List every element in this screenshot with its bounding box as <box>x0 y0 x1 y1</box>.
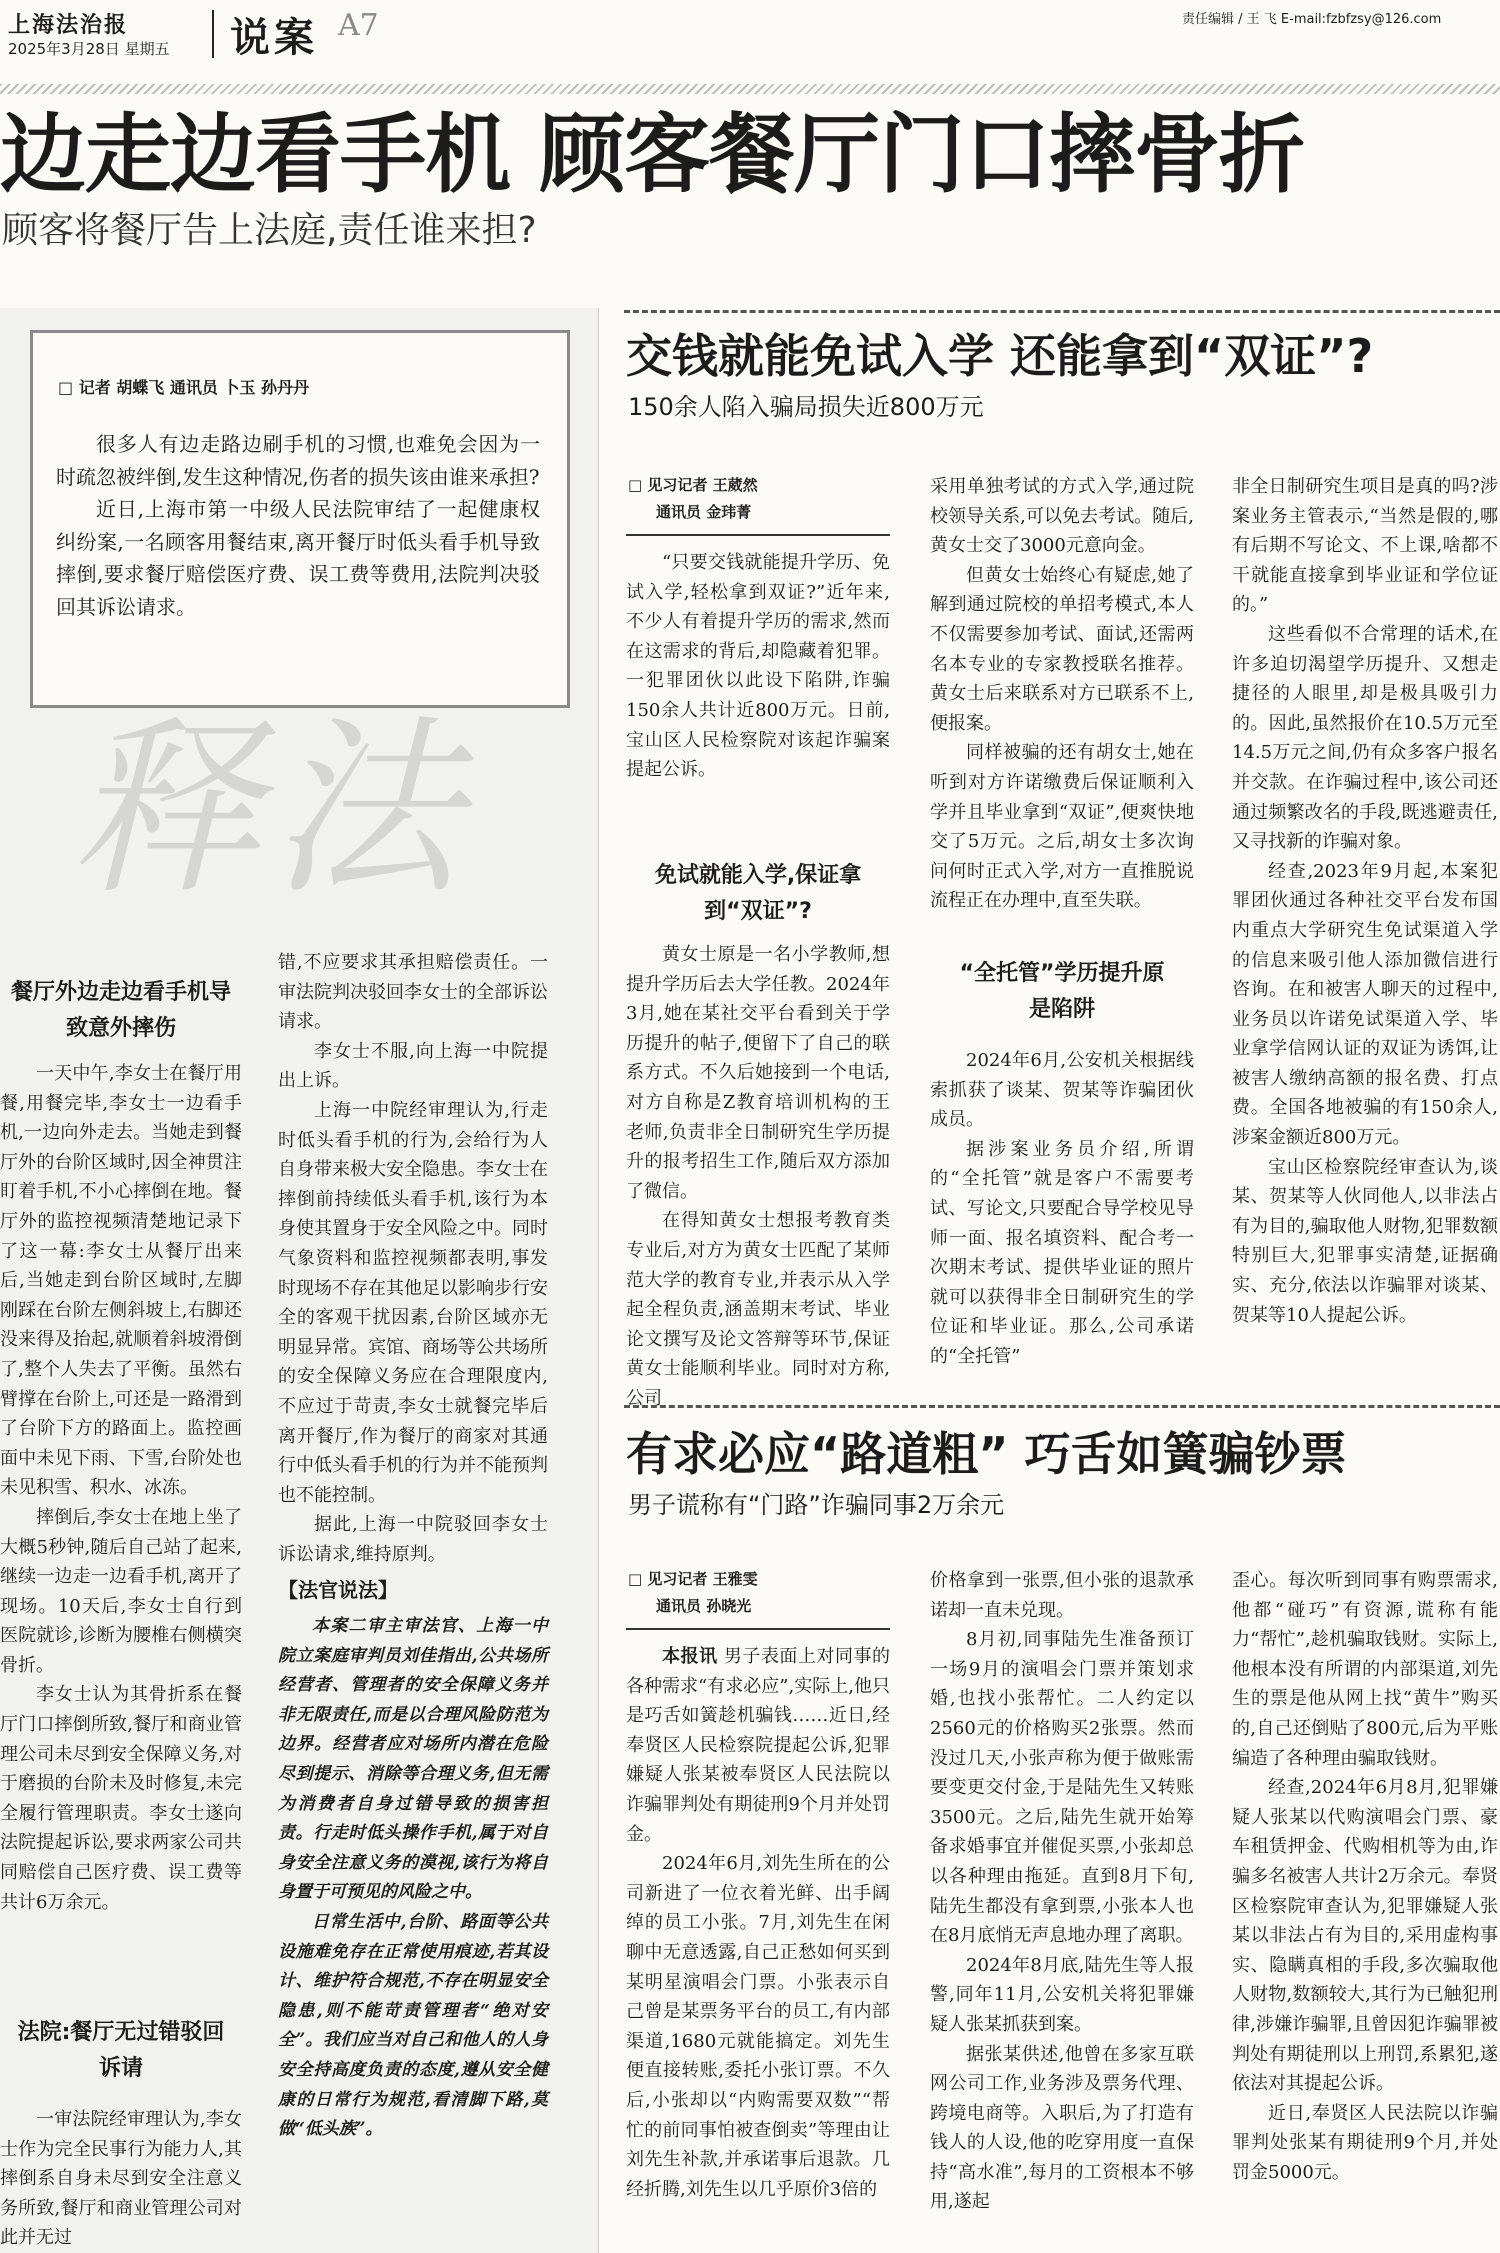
byline-reporter: □ 见习记者 王雅雯 <box>628 1570 758 1588</box>
masthead-divider <box>212 10 214 58</box>
judge-comment-label: 【法官说法】 <box>278 1578 398 1602</box>
story3-subheadline: 男子谎称有“门路”诈骗同事2万余元 <box>628 1491 1005 1519</box>
lead-subhead: 法院:餐厅无过错驳回诉请 <box>17 2020 225 2081</box>
masthead-rule <box>0 84 1500 94</box>
story3-byline <box>626 1566 890 1630</box>
shifa-watermark: 释法 <box>70 699 471 920</box>
article-paragraph: 日常生活中,台阶、路面等公共设施难免存在正常使用痕迹,若其设计、维护符合规范,不存在明显安全隐患,则不能苛责管理者“绝对安全”。我们应当对自己和他人的人身安全持高度负责的态度,遵从安全健康的日常行为规范,看清脚下路,莫做“低头族”。 <box>278 1911 548 2140</box>
article-paragraph: 上海一中院经审理认为,行走时低头看手机的行为,会给行为人自身带来极大安全隐患。李女士在摔倒前持续低头看手机,该行为本身使其置身于安全风险之中。同时气象资料和监控视频都表明,事发时现场不存在其他足以影响步行安全的客观干扰因素,台阶区域亦无明显异常。宾馆、商场等公共场所的安全保障义务应在合理限度内,不应过于苛责,李女士就餐完毕后离开餐厅,作为餐厅的商家对其通行中低头看手机的行为并不能预判也不能控制。 <box>278 1099 548 1506</box>
byline-correspondent: 通讯员 孙晓光 <box>656 1597 752 1615</box>
lead-column-1 <box>0 975 242 2249</box>
article-paragraph: 摔倒后,李女士在地上坐了大概5秒钟,随后自己站了起来,继续一边走一边看手机,离开了现场。10天后,李女士自行到医院就诊,诊断为腰椎右侧横突骨折。 <box>0 1506 242 1676</box>
story3-column-c <box>1232 1566 1498 2246</box>
story3-colA-text <box>626 1642 890 2242</box>
lead-tag: 本报讯 <box>662 1646 718 1667</box>
issue-date: 2025年3月28日 星期五 <box>8 40 170 58</box>
article-paragraph: 采用单独考试的方式入学,通过院校领导关系,可以免去考试。随后,黄女士交了3000元意向金。 <box>930 476 1194 557</box>
article-paragraph: 歪心。每次听到同事有购票需求,他都“碰巧”有资源,谎称有能力“帮忙”,趁机骗取钱财。实际上,他根本没有所谓的内部渠道,刘先生的票是他从网上找“黄牛”购买的,自己还倒贴了800元,后为平账编造了各种理由骗取钱财。 <box>1232 1570 1498 1769</box>
article-paragraph: 2024年8月底,陆先生等人报警,同年11月,公安机关将犯罪嫌疑人张某抓获到案。 <box>930 1954 1194 2035</box>
lead-subhead: 餐厅外边走边看手机导致意外摔伤 <box>10 980 231 1041</box>
article-paragraph: 宝山区检察院经审查认为,谈某、贺某等人伙同他人,以非法占有为目的,骗取他人财物,犯罪数额特别巨大,犯罪事实清楚,证据确实、充分,依法以诈骗罪对谈某、贺某等10人提起公诉。 <box>1232 1156 1498 1326</box>
lead-col1-text-2 <box>0 2105 242 2249</box>
editor-line: 责任编辑 / 王 飞 E-mail:fzbfzsy@126.com <box>1182 12 1442 27</box>
lead-byline: □ 记者 胡蝶飞 通讯员 卜玉 孙丹丹 <box>58 378 309 397</box>
article-paragraph: 在得知黄女士想报考教育类专业后,对方为黄女士匹配了某师范大学的教育专业,并表示从入学起全程负责,涵盖期末考试、毕业论文撰写及论文答辩等环节,保证黄女士能顺利毕业。同时对方称,公司 <box>626 1210 890 1409</box>
article-paragraph: 一天中午,李女士在餐厅用餐,用餐完毕,李女士一边看手机,一边向外走去。当她走到餐厅外的台阶区域时,因全神贯注盯着手机,不小心摔倒在地。餐厅外的监控视频清楚地记录下了这一幕:李女士从餐厅出来后,当她走到台阶区域时,左脚刚踩在台阶左侧斜坡上,右脚还没来得及抬起,就顺着斜坡滑倒了,整个人失去了平衡。虽然右臂撑在台阶上,可还是一路滑到了台阶下方的路面上。监控画面中未见下雨、下雪,台阶处也未见积雪、积水、冰冻。 <box>0 1063 242 1499</box>
article-paragraph: 黄女士原是一名小学教师,想提升学历后去大学任教。2024年3月,她在某社交平台看到关于学历提升的帖子,便留下了自己的联系方式。不久后她接到一个电话,对方自称是Z教育培训机构的王老师,负责非全日制研究生学历提升的报考招生工作,随后双方添加了微信。 <box>626 944 890 1202</box>
story2-column-c <box>1232 472 1498 1378</box>
paragraph-text: 男子表面上对同事的各种需求“有求必应”,实际上,他只是巧舌如簧趁机骗钱……近日,经奉贤区人民检察院提起公诉,犯罪嫌疑人张某被奉贤区人民法院以诈骗罪判处有期徒刑9个月并处罚金。 <box>626 1646 891 1845</box>
article-paragraph: 据张某供述,他曾在多家互联网公司工作,业务涉及票务代理、跨境电商等。入职后,为了打造有钱人的人设,他的吃穿用度一直保持“高水准”,每月的工资根本不够用,遂起 <box>930 2043 1194 2213</box>
story3-colB-text <box>930 1566 1194 2246</box>
lead-headline: 边走边看手机 顾客餐厅门口摔骨折 <box>0 105 1304 205</box>
story2-column-a <box>626 472 890 1409</box>
article-paragraph: 据涉案业务员介绍,所谓的“全托管”就是客户不需要考试、写论文,只要配合导学校见导师一面、报名填资料、配合考一次期末考试、提供毕业证的照片就可以获得非全日制研究生的学位证和毕业证。那么,公司承诺的“全托管” <box>930 1138 1194 1367</box>
story2-rule <box>624 310 1500 313</box>
judge-comment <box>278 1612 548 2232</box>
story3-headline: 有求必应“路道粗” 巧舌如簧骗钞票 <box>626 1427 1347 1481</box>
article-paragraph: 2024年6月,公安机关根据线索抓获了谈某、贺某等诈骗团伙成员。 <box>930 1050 1194 1131</box>
article-paragraph: 但黄女士始终心有疑虑,她了解到通过院校的单招考模式,本人不仅需要参加考试、面试,还需两名本专业的专家教授联名推荐。黄女士后来联系对方已联系不上,便报案。 <box>930 564 1194 734</box>
newspaper-logo: 上海法治报 <box>8 12 129 38</box>
article-paragraph: 价格拿到一张票,但小张的退款承诺却一直未兑现。 <box>930 1570 1194 1621</box>
story3-rule <box>624 1405 1500 1408</box>
lead-subheadline: 顾客将餐厅告上法庭,责任谁来担? <box>2 210 537 251</box>
article-paragraph: 同样被骗的还有胡女士,她在听到对方许诺缴费后保证顺利入学并且毕业拿到“双证”,便爽快地交了5万元。之后,胡女士多次询问何时正式入学,对方一直推脱说流程正在办理中,直至失联。 <box>930 742 1194 912</box>
page-number: A7 <box>338 8 379 43</box>
intro-paragraph: 近日,上海市第一中级人民法院审结了一起健康权纠纷案,一名顾客用餐结束,离开餐厅时低头看手机导致摔倒,要求餐厅赔偿医疗费、误工费等费用,法院判决驳回其诉讼请求。 <box>56 497 540 619</box>
story2-headline: 交钱就能免试入学 还能拿到“双证”? <box>626 329 1374 383</box>
byline-correspondent: 通讯员 金玮菁 <box>656 503 752 521</box>
article-paragraph: 错,不应要求其承担赔偿责任。一审法院判决驳回李女士的全部诉讼请求。 <box>278 952 548 1033</box>
story2-colA-text-2 <box>626 940 890 1409</box>
story2-column-b <box>930 472 1194 1378</box>
article-paragraph: 本案二审主审法官、上海一中院立案庭审判员刘佳指出,公共场所经营者、管理者的安全保障义务并非无限责任,而是以合理风险防范为边界。经营者应对场所内潜在危险尽到提示、消除等合理义务,但无需为消费者自身过错导致的损害担责。行走时低头操作手机,属于对自身安全注意义务的漠视,该行为将自身置于可预见的风险之中。 <box>278 1616 548 1903</box>
story3-column-b <box>930 1566 1194 2246</box>
story2-subhead: 免试就能入学,保证拿到“双证”? <box>654 863 862 924</box>
article-paragraph: 近日,奉贤区人民法院以诈骗罪判处张某有期徒刑9个月,并处罚金5000元。 <box>1232 2102 1498 2183</box>
article-paragraph: 2024年6月,刘先生所在的公司新进了一位衣着光鲜、出手阔绰的员工小张。7月,刘先生在闲聊中无意透露,自己正愁如何买到某明星演唱会门票。小张表示自己曾是某票务平台的员工,有内部渠道,1680元就能搞定。刘先生便直接转账,委托小张订票。不久后,小张却以“内购需要双数”“帮忙的前同事怕被查倒卖”等理由让刘先生补款,并承诺事后退款。几经折腾,刘先生以几乎原价3倍的 <box>626 1853 890 2200</box>
article-paragraph: 李女士认为其骨折系在餐厅门口摔倒所致,餐厅和商业管理公司未尽到安全保障义务,对于磨损的台阶未及时修复,未完全履行管理职责。李女士遂向法院提起诉讼,要求两家公司共同赔偿自己医疗费、误工费等共计6万余元。 <box>0 1684 242 1913</box>
lead-intro <box>56 428 540 680</box>
byline-reporter: □ 见习记者 王葳然 <box>628 476 758 494</box>
story2-subhead: “全托管”学历提升原是陷阱 <box>959 961 1165 1022</box>
article-paragraph: 李女士不服,向上海一中院提出上诉。 <box>278 1040 548 1092</box>
story3-column-a <box>626 1566 890 2246</box>
lead-col1-text <box>0 1059 242 1913</box>
article-paragraph: 经查,2023年9月起,本案犯罪团伙通过各种社交平台发布国内重点大学研究生免试渠道入学的信息来吸引他人添加微信进行咨询。在和被害人聊天的过程中,业务员以许诺免试渠道入学、毕业拿学信网认证的双证为诱饵,让被害人缴纳高额的报名费、打点费。全国各地被骗的有150余人,涉案金额近800万元。 <box>1232 860 1498 1149</box>
lead-col2-text <box>278 948 548 1568</box>
article-paragraph: 这些看似不合常理的话术,在许多迫切渴望学历提升、又想走捷径的人眼里,却是极具吸引力的。因此,虽然报价在10.5万元至14.5万元之间,仍有众多客户报名并交款。在诈骗过程中,该公司还通过频繁改名的手段,既逃避责任,又寻找新的诈骗对象。 <box>1232 623 1498 853</box>
story2-colC-text <box>1232 472 1498 1378</box>
intro-paragraph: 很多人有边走路边刷手机的习惯,也难免会因为一时疏忽被绊倒,发生这种情况,伤者的损失该由谁来承担? <box>56 432 540 489</box>
article-paragraph: 非全日制研究生项目是真的吗?涉案业务主管表示,“当然是假的,哪有后期不写论文、不上课,啥都不干就能直接拿到毕业证和学位证的。” <box>1232 476 1498 616</box>
story2-subheadline: 150余人陷入骗局损失近800万元 <box>628 393 984 421</box>
article-paragraph: 8月初,同事陆先生准备预订一场9月的演唱会门票并策划求婚,也找小张帮忙。二人约定以2560元的价格购买2张票。然而没过几天,小张声称为便于做账需要变更交付金,于是陆先生又转账3500元。之后,陆先生就开始筹备求婚事宜并催促买票,小张却总以各种理由拖延。直到8月下旬,陆先生都没有拿到票,小张本人也在8月底悄无声息地办理了离职。 <box>930 1629 1194 1947</box>
article-paragraph <box>626 1642 890 1849</box>
article-paragraph: 一审法院经审理认为,李女士作为完全民事行为能力人,其摔倒系自身未尽到安全注意义务所致,餐厅和商业管理公司对此并无过 <box>0 2109 242 2249</box>
lead-column-2 <box>278 948 548 2248</box>
section-name: 说案 <box>230 15 318 61</box>
article-paragraph: 据此,上海一中院驳回李女士诉讼请求,维持原判。 <box>278 1514 548 1565</box>
story3-colC-text <box>1232 1566 1498 2246</box>
article-paragraph: “只要交钱就能提升学历、免试入学,轻松拿到双证?”近年来,不少人有着提升学历的需求,然而在这需求的背后,却隐藏着犯罪。一犯罪团伙以此设下陷阱,诈骗150余人共计近800万元。日前,宝山区人民检察院对该起诈骗案提起公诉。 <box>626 552 890 781</box>
column-divider <box>598 308 599 2253</box>
story2-colA-text <box>626 548 890 848</box>
story2-colB-text-2 <box>930 1046 1194 1376</box>
article-paragraph: 经查,2024年6月8月,犯罪嫌疑人张某以代购演唱会门票、豪车租赁押金、代购相机等为由,诈骗多名被害人共计2万余元。奉贤区检察院审查认为,犯罪嫌疑人张某以非法占有为目的,采用虚构事实、隐瞒真相的手段,多次骗取他人财物,数额较大,其行为已触犯刑律,涉嫌诈骗罪,且曾因犯诈骗罪被判处有期徒刑以上刑罚,系累犯,遂依法对其提起公诉。 <box>1232 1777 1498 2095</box>
story2-colB-text <box>930 472 1194 940</box>
story2-byline <box>626 472 890 536</box>
